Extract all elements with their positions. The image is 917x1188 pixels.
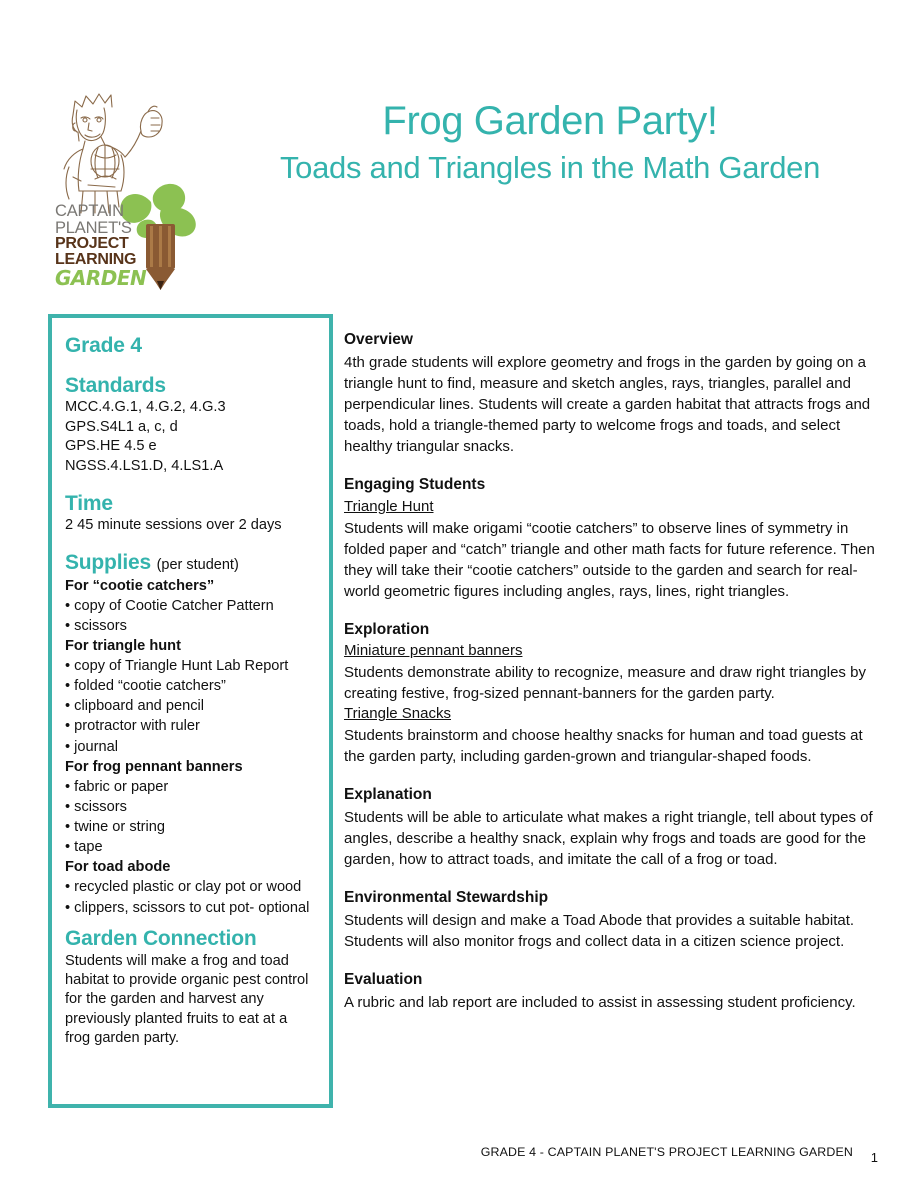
sidebar-time-heading: Time [65,491,113,515]
supply-item-text: tape [74,839,103,856]
sidebar-garden-connection-heading: Garden Connection [65,926,257,950]
document-header [0,0,917,300]
page-title: Frog Garden Party! [382,99,718,143]
supply-item-text: twine or string [74,819,166,836]
captain-planet-logo [55,85,195,290]
sidebar-supplies-heading [65,551,315,575]
supply-item: • protractor with ruler [65,718,200,735]
section-exploration [344,620,880,767]
logo-word-captain: CAPTAIN [55,202,124,220]
logo-wordmark [55,203,147,288]
supply-item-text: fabric or paper [74,778,169,795]
standards-item: MCC.4.G.1, 4.G.2, 4.G.3 [65,399,226,416]
page-subtitle: Toads and Triangles in the Math Garden [279,150,821,185]
supply-item: • journal [65,738,118,755]
supply-item-text: journal [74,738,118,755]
supply-item-text: recycled plastic or clay pot or wood [74,879,302,896]
supply-item-text: clippers, scissors to cut pot- optional [74,899,310,916]
supply-item: • tape [65,839,103,856]
supply-item: • fabric or paper [65,778,169,795]
section-body: 4th grade students will explore geometry and frogs in the garden by going on a triangle hunt to find, measure and sketch angles, rays, triangles, parallel and perpendicular lines. Students will create a garden habitat that attracts frogs and toads, hold a triangle-themed party to welcome frogs and toads, and select healthy triangular snacks. [344,353,871,455]
supply-item-text: copy of Cootie Catcher Pattern [74,597,274,614]
logo-word-planets: PLANET'S [55,218,132,237]
standards-item: NGSS.4.LS1.D, 4.LS1.A [65,457,224,474]
section-body: A rubric and lab report are included to assist in assessing student proficiency. [344,993,856,1011]
section-environmental-stewardship [344,888,880,952]
supply-item: • copy of Triangle Hunt Lab Report [65,658,289,675]
page-number: 1 [870,1150,878,1165]
supply-item: • scissors [65,617,127,634]
supply-group-label: For frog pennant banners [65,758,243,775]
logo-word-project: PROJECT [55,235,129,252]
supply-item-text: scissors [74,617,127,634]
supply-item-text: clipboard and pencil [74,698,204,715]
section-body: Students will make origami “cootie catchers” to observe lines of symmetry in folded paper and “catch” triangle and other math facts for future reference. Then they will take their “cootie catchers” outside to the garden and search for real-world geometric figures including angles, rays, lines, right triangles. [344,519,875,600]
standards-list [65,398,315,476]
supply-item-text: folded “cootie catchers” [74,678,226,695]
supply-item: • clipboard and pencil [65,698,204,715]
supply-item-text: scissors [74,798,127,815]
supply-item: • folded “cootie catchers” [65,678,226,695]
section-subheading: Triangle Snacks [344,705,451,723]
supply-group [65,576,315,636]
section-heading: Environmental Stewardship [344,888,549,906]
main-content-column [344,330,880,1031]
section-body: Students demonstrate ability to recognize, measure and draw right triangles by creating festive, frog-sized pennant-banners for the garden party. [344,664,866,703]
section-evaluation [344,970,880,1013]
title-block [200,100,900,186]
supply-item: • recycled plastic or clay pot or wood [65,879,302,896]
supply-item: • clippers, scissors to cut pot- optional [65,899,310,916]
section-heading: Overview [344,331,413,348]
section-subheading: Miniature pennant banners [344,642,523,660]
logo-word-garden: GARDEN [55,266,147,290]
supply-group-label: For toad abode [65,859,171,876]
supply-item-text: protractor with ruler [74,718,200,735]
standards-item: GPS.HE 4.5 e [65,438,157,455]
section-heading: Engaging Students [344,475,486,493]
supplies-note: (per student) [156,557,239,574]
sidebar-time-value: 2 45 minute sessions over 2 days [65,517,282,534]
standards-item: GPS.S4L1 a, c, d [65,418,178,435]
sidebar-grade-heading: Grade 4 [65,334,142,357]
section-heading: Exploration [344,620,430,638]
logo-word-learning: LEARNING [55,251,137,268]
supplies-heading-text: Supplies [65,551,151,575]
footer-label: GRADE 4 - CAPTAIN PLANET'S PROJECT LEARNING GARDEN [480,1145,853,1159]
supply-group [65,857,315,917]
section-body: Students brainstorm and choose healthy snacks for human and toad guests at the garden party, including garden-grown and triangular-shaped foods. [344,726,863,765]
supply-item: • twine or string [65,819,166,836]
section-body: Students will be able to articulate what makes a right triangle, tell about types of angles, describe a healthy snack, explain why frogs and toads are good for the garden, how to attract toads, and imitate the call of a frog or toad. [344,808,873,868]
supply-item: • scissors [65,798,127,815]
supply-group [65,636,315,757]
section-explanation [344,785,880,870]
section-overview [344,330,880,457]
supply-group-label: For triangle hunt [65,637,181,654]
section-heading: Evaluation [344,970,423,988]
sidebar-garden-connection-body: Students will make a frog and toad habitat to provide organic pest control for the garden and harvest any previously planted fruits to eat at a frog garden party. [65,952,309,1046]
section-subheading: Triangle Hunt [344,497,434,515]
section-engaging-students [344,475,880,602]
section-body: Students will design and make a Toad Abode that provides a suitable habitat. Students will also monitor frogs and collect data in a citizen science project. [344,911,855,950]
supply-group [65,757,315,858]
sidebar-standards-heading: Standards [65,374,166,398]
page-footer [0,1145,917,1175]
supply-item-text: copy of Triangle Hunt Lab Report [74,658,289,675]
section-heading: Explanation [344,785,432,803]
supply-item: • copy of Cootie Catcher Pattern [65,597,274,614]
sidebar-info-box [48,314,333,1108]
supply-group-label: For “cootie catchers” [65,577,215,594]
